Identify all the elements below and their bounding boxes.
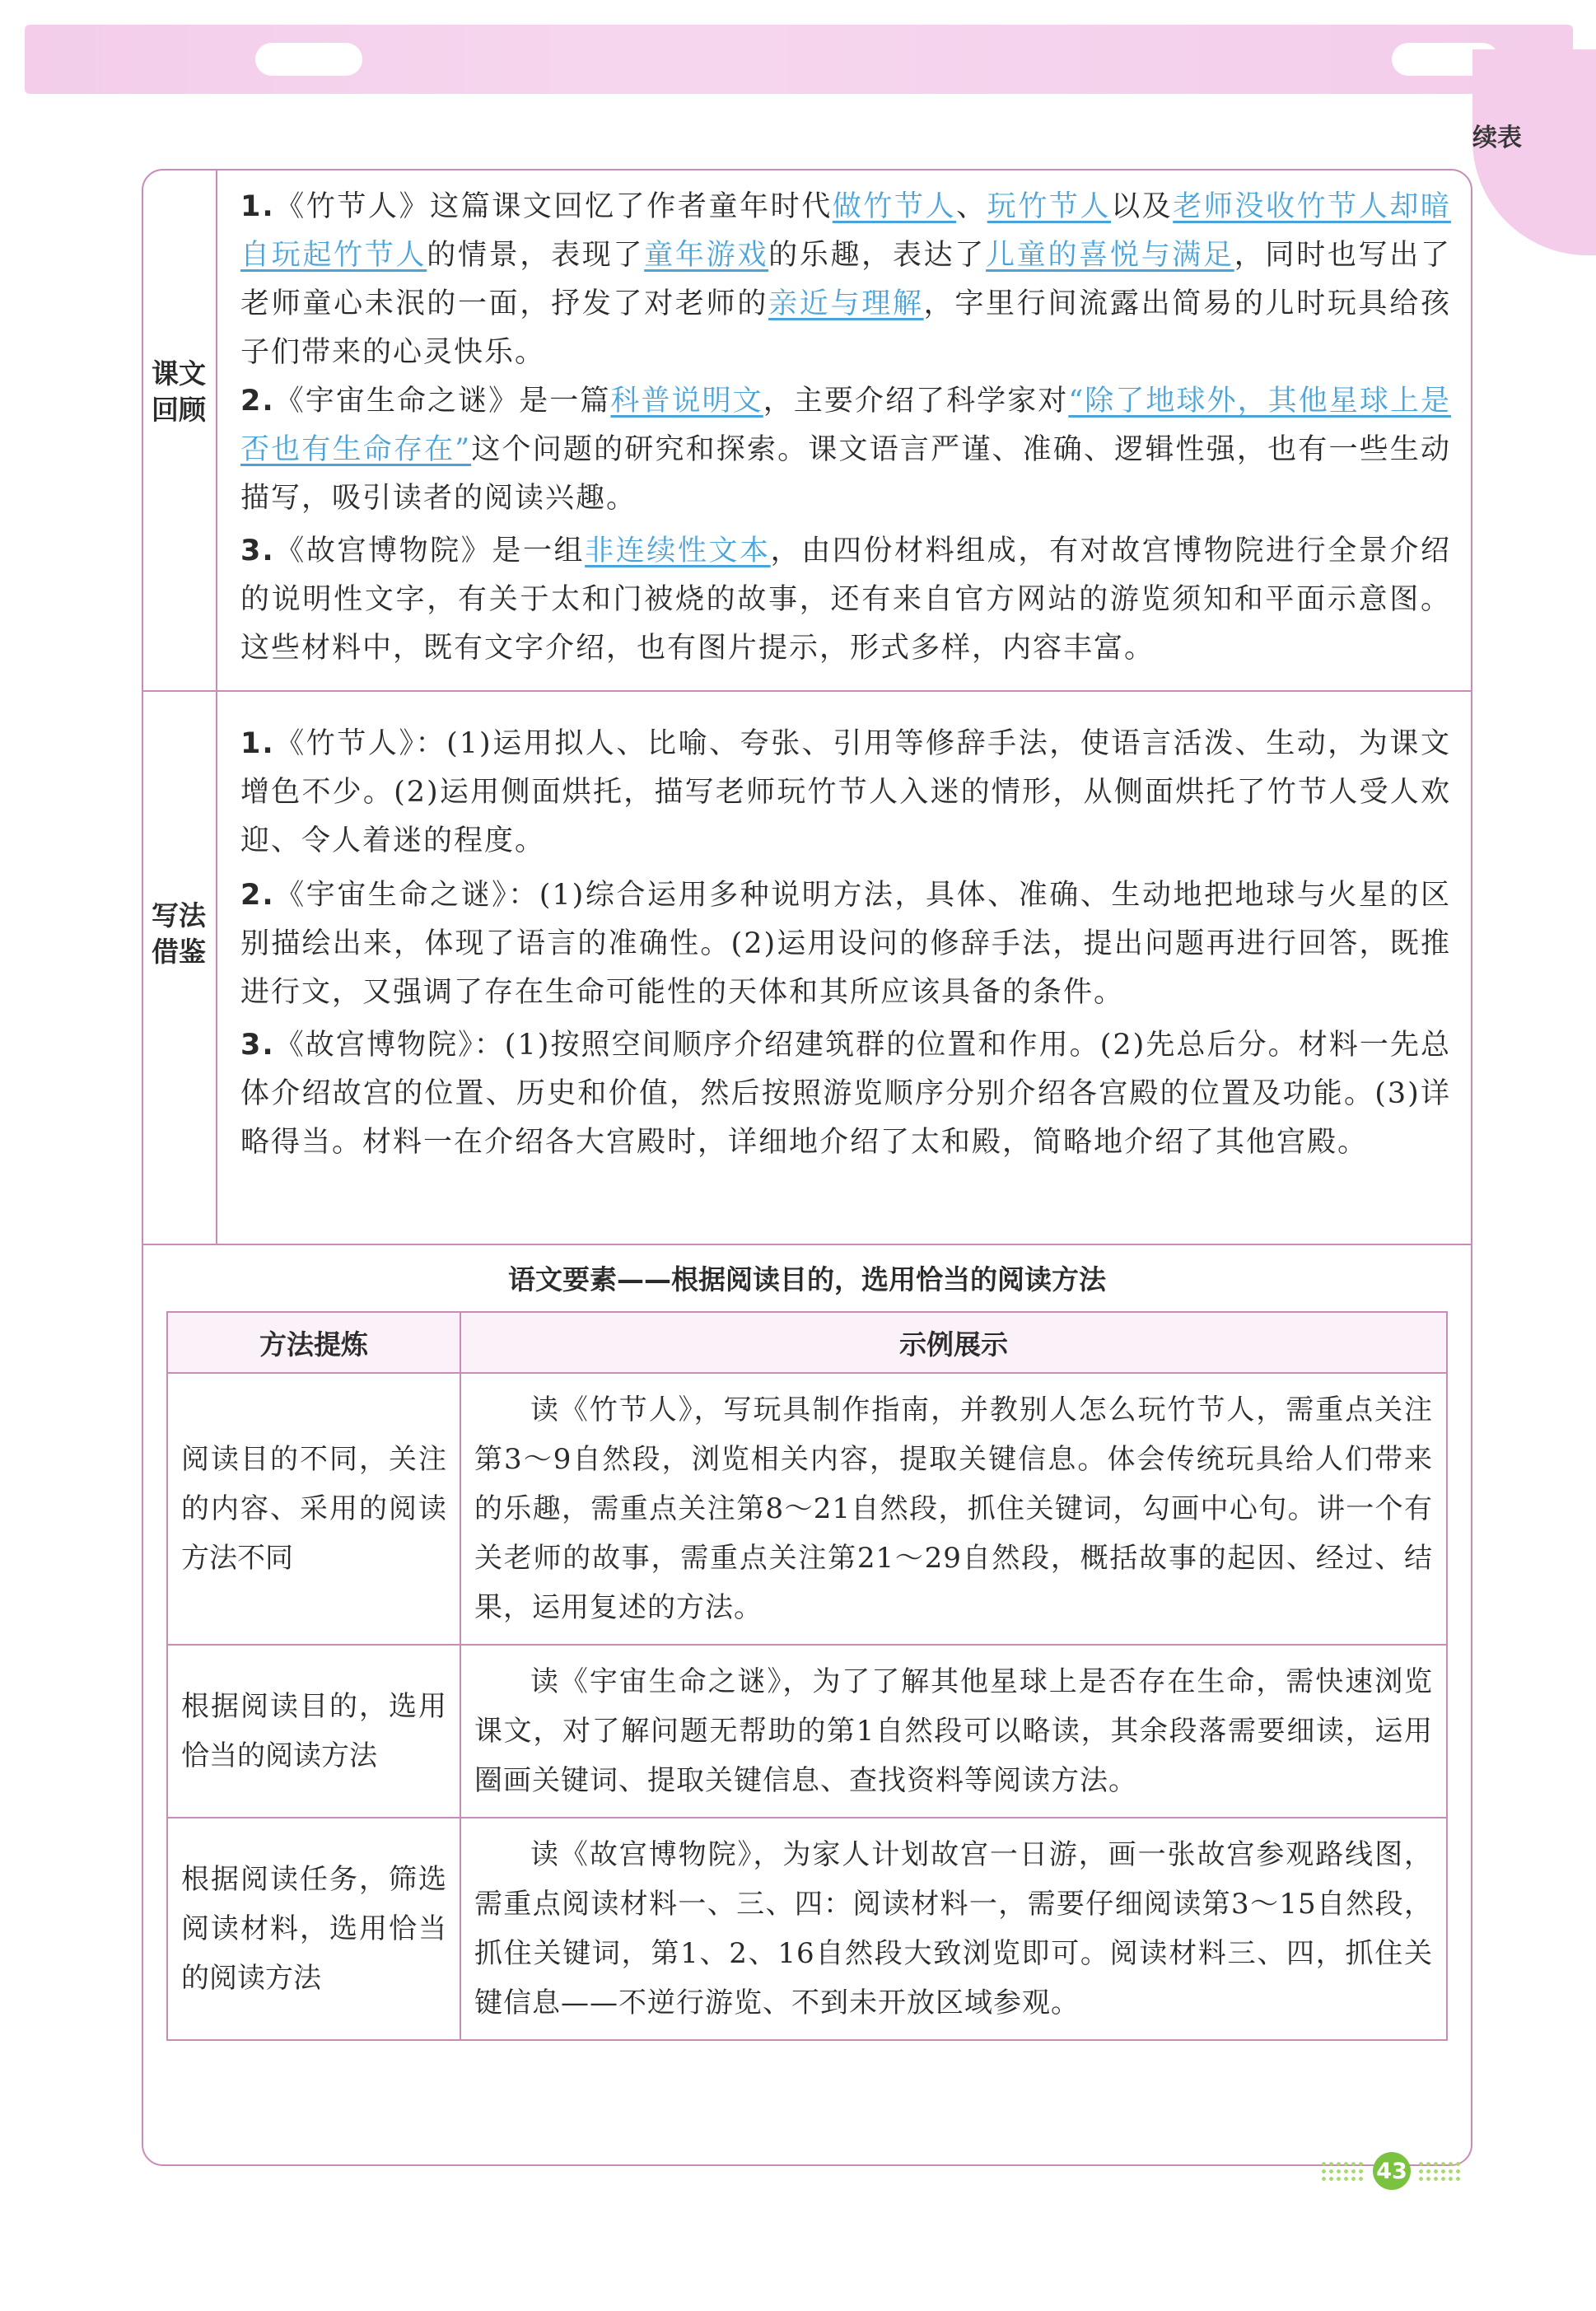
writing-item xyxy=(240,871,1451,1017)
method-cell: 根据阅读任务，筛选阅读材料，选用恰当的阅读方法 xyxy=(167,1818,460,2040)
table-row xyxy=(167,1818,1447,2040)
example-cell: 读《竹节人》，写玩具制作指南，并教别人怎么玩竹节人，需重点关注第3～9自然段，浏览相关内容，提取关键信息。体会传统玩具给人们带来的乐趣，需重点关注第8～21自然段，抓住关键词，勾画中心句。讲一个有关老师的故事，需重点关注第21～29自然段，概括故事的起因、经过、结果，运用复述的方法。 xyxy=(460,1373,1447,1645)
answer-highlight: 玩竹节人 xyxy=(987,190,1112,223)
section-separator xyxy=(142,1244,1472,1245)
page-number: 43 xyxy=(1373,2152,1411,2190)
answer-highlight: 儿童的喜悦与满足 xyxy=(986,239,1234,272)
item-number: 3. xyxy=(240,535,275,567)
answer-highlight: 老师没收竹节人却暗自玩起竹节人 xyxy=(240,190,1451,272)
example-cell: 读《宇宙生命之谜》，为了了解其他星球上是否存在生命，需快速浏览课文，对了解问题无帮助的第1自然段可以略读，其余段落需要细读，运用圈画关键词、提取关键信息、查找资料等阅读方法。 xyxy=(460,1645,1447,1818)
section-separator xyxy=(142,690,1472,692)
item-text: ，同时也写出了老师童心未泯的一面，抒发了对老师的 xyxy=(240,239,1451,320)
dot-pattern-decoration xyxy=(1320,2160,1366,2182)
section-label-review: 课文回顾 xyxy=(152,357,206,426)
dot-pattern-decoration xyxy=(1417,2160,1463,2182)
writing-item xyxy=(240,720,1451,866)
table-row xyxy=(167,1645,1447,1818)
item-number: 3. xyxy=(240,1029,275,1062)
item-number: 2. xyxy=(240,879,275,912)
example-cell: 读《故宫博物院》，为家人计划故宫一日游，画一张故宫参观路线图，需重点阅读材料一、三、四：阅读材料一，需要仔细阅读第3～15自然段，抓住关键词，第1、2、16自然段大致浏览即可。阅读材料三、四，抓住关键信息——不逆行游览、不到未开放区域参观。 xyxy=(460,1818,1447,2040)
item-text: 、 xyxy=(956,190,987,223)
elements-title: 语文要素——根据阅读目的，选用恰当的阅读方法 xyxy=(508,1263,1106,1296)
item-text: 的乐趣，表达了 xyxy=(768,239,987,272)
answer-highlight: 童年游戏 xyxy=(644,239,769,272)
continued-label: 续表 xyxy=(1472,124,1522,152)
table-header-row xyxy=(167,1312,1447,1373)
answer-highlight: “除了地球外，其他星球上是否也有生命存在” xyxy=(240,385,1451,466)
item-text: 这个问题的研究和探索。课文语言严谨、准确、逻辑性强，也有一些生动描写，吸引读者的阅读兴趣。 xyxy=(240,433,1451,515)
item-text: 的情景，表现了 xyxy=(427,239,645,272)
cloud-decoration xyxy=(255,43,362,76)
answer-highlight: 亲近与理解 xyxy=(768,287,924,320)
review-item xyxy=(240,377,1451,523)
item-text: 《故宫博物院》：(1)按照空间顺序介绍建筑群的位置和作用。(2)先总后分。材料一先总体介绍故宫的位置、历史和价值，然后按照游览顺序分别介绍各宫殿的位置及功能。(3)详略得当。材料一在介绍各大宫殿时，详细地介绍了太和殿，简略地介绍了其他宫殿。 xyxy=(240,1029,1451,1159)
page-number-badge xyxy=(1311,2153,1472,2189)
method-cell: 根据阅读目的，选用恰当的阅读方法 xyxy=(167,1645,460,1818)
section-label-writing: 写法借鉴 xyxy=(152,899,206,968)
section-divider xyxy=(216,169,217,1244)
writing-item xyxy=(240,1021,1451,1167)
item-text: 《宇宙生命之谜》：(1)综合运用多种说明方法，具体、准确、生动地把地球与火星的区别描绘出来，体现了语言的准确性。(2)运用设问的修辞手法，提出问题再进行回答，既推进行文，又强调了存在生命可能性的天体和其所应该具备的条件。 xyxy=(240,879,1451,1009)
item-number: 1. xyxy=(240,190,275,223)
column-header-method: 方法提炼 xyxy=(167,1312,460,1373)
item-text: 《宇宙生命之谜》是一篇 xyxy=(274,385,611,418)
review-item xyxy=(240,183,1451,377)
item-text: ，主要介绍了科学家对 xyxy=(763,385,1069,418)
answer-highlight: 非连续性文本 xyxy=(585,535,771,567)
column-header-example: 示例展示 xyxy=(460,1312,1447,1373)
item-text: ，由四份材料组成，有对故宫博物院进行全景介绍的说明性文字，有关于太和门被烧的故事，还有来自官方网站的游览须知和平面示意图。这些材料中，既有文字介绍，也有图片提示，形式多样，内容丰富。 xyxy=(240,535,1451,665)
answer-highlight: 做竹节人 xyxy=(832,190,957,223)
item-text: 《竹节人》：(1)运用拟人、比喻、夸张、引用等修辞手法，使语言活泼、生动，为课文增色不少。(2)运用侧面烘托，描写老师玩竹节人入迷的情形，从侧面烘托了竹节人受人欢迎、令人着迷的程度。 xyxy=(240,727,1451,857)
method-cell: 阅读目的不同，关注的内容、采用的阅读方法不同 xyxy=(167,1373,460,1645)
item-text: 《竹节人》这篇课文回忆了作者童年时代 xyxy=(274,190,833,223)
table-row xyxy=(167,1373,1447,1645)
item-number: 2. xyxy=(240,385,275,418)
methods-table xyxy=(166,1311,1448,2041)
item-text: 以及 xyxy=(1111,190,1174,223)
item-text: 《故宫博物院》是一组 xyxy=(274,535,586,567)
item-text: ，字里行间流露出简易的儿时玩具给孩子们带来的心灵快乐。 xyxy=(240,287,1451,369)
item-number: 1. xyxy=(240,727,275,760)
review-item xyxy=(240,527,1451,673)
answer-highlight: 科普说明文 xyxy=(610,385,763,418)
